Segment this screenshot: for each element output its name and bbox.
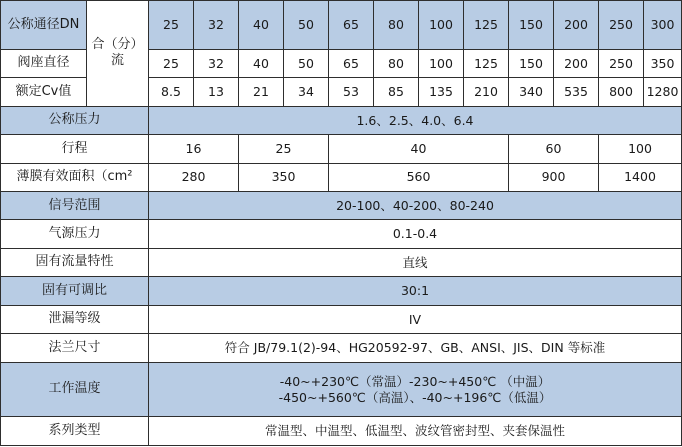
stroke-value: 25 xyxy=(239,135,329,163)
dn-value: 80 xyxy=(374,1,419,50)
dn-value: 125 xyxy=(464,1,509,50)
seat-value: 125 xyxy=(464,49,509,77)
area-value: 900 xyxy=(509,163,599,191)
row-nominal-pressure xyxy=(1,106,682,134)
label-nominal-pressure: 公称压力 xyxy=(1,106,149,134)
row-leakage-class xyxy=(1,305,682,333)
row-signal-range xyxy=(1,191,682,219)
cv-value: 53 xyxy=(329,78,374,106)
seat-value: 250 xyxy=(599,49,644,77)
label-operating-temperature: 工作温度 xyxy=(1,362,149,417)
seat-value: 80 xyxy=(374,49,419,77)
label-signal-range: 信号范围 xyxy=(1,191,149,219)
air-pressure-value: 0.1-0.4 xyxy=(149,220,682,248)
row-flow-characteristic xyxy=(1,248,682,276)
seat-value: 200 xyxy=(554,49,599,77)
seat-value: 150 xyxy=(509,49,554,77)
label-flange-size: 法兰尺寸 xyxy=(1,334,149,362)
label-seat-diameter: 阀座直径 xyxy=(1,49,87,77)
cv-value: 85 xyxy=(374,78,419,106)
flow-characteristic-value: 直线 xyxy=(149,248,682,276)
area-value: 280 xyxy=(149,163,239,191)
row-air-pressure xyxy=(1,220,682,248)
label-flow-characteristic: 固有流量特性 xyxy=(1,248,149,276)
area-value: 1400 xyxy=(599,163,682,191)
seat-value: 350 xyxy=(644,49,682,77)
dn-value: 250 xyxy=(599,1,644,50)
signal-range-value: 20-100、40-200、80-240 xyxy=(149,191,682,219)
row-rangeability xyxy=(1,277,682,305)
nominal-pressure-value: 1.6、2.5、4.0、6.4 xyxy=(149,106,682,134)
row-diaphragm-area xyxy=(1,163,682,191)
row-nominal-diameter xyxy=(1,1,682,50)
seat-value: 50 xyxy=(284,49,329,77)
area-value: 350 xyxy=(239,163,329,191)
label-diaphragm-area: 薄膜有效面积（cm² xyxy=(1,163,149,191)
label-sub-unit: 合（分）流 xyxy=(87,1,149,107)
series-type-value: 常温型、中温型、低温型、波纹管密封型、夹套保温性 xyxy=(149,417,682,446)
seat-value: 40 xyxy=(239,49,284,77)
row-series-type xyxy=(1,417,682,446)
label-stroke: 行程 xyxy=(1,135,149,163)
label-leakage-class: 泄漏等级 xyxy=(1,305,149,333)
flange-size-value: 符合 JB/79.1(2)-94、HG20592-97、GB、ANSI、JIS、DIN 等标准 xyxy=(149,334,682,362)
label-series-type: 系列类型 xyxy=(1,417,149,446)
row-operating-temperature xyxy=(1,362,682,417)
dn-value: 300 xyxy=(644,1,682,50)
dn-value: 40 xyxy=(239,1,284,50)
rangeability-value: 30:1 xyxy=(149,277,682,305)
cv-value: 1280 xyxy=(644,78,682,106)
cv-value: 535 xyxy=(554,78,599,106)
dn-value: 32 xyxy=(194,1,239,50)
cv-value: 135 xyxy=(419,78,464,106)
stroke-value: 16 xyxy=(149,135,239,163)
stroke-value: 100 xyxy=(599,135,682,163)
row-stroke xyxy=(1,135,682,163)
label-air-pressure: 气源压力 xyxy=(1,220,149,248)
cv-value: 8.5 xyxy=(149,78,194,106)
dn-value: 25 xyxy=(149,1,194,50)
label-rated-cv: 额定Cv值 xyxy=(1,78,87,106)
row-flange-size xyxy=(1,334,682,362)
cv-value: 340 xyxy=(509,78,554,106)
seat-value: 100 xyxy=(419,49,464,77)
seat-value: 25 xyxy=(149,49,194,77)
dn-value: 100 xyxy=(419,1,464,50)
cv-value: 13 xyxy=(194,78,239,106)
cv-value: 210 xyxy=(464,78,509,106)
temperature-line-1: -40~+230℃（常温）-230~+450℃ （中温） xyxy=(279,373,551,389)
seat-value: 32 xyxy=(194,49,239,77)
cv-value: 21 xyxy=(239,78,284,106)
temperature-line-2: -450~+560℃（高温）、-40~+196℃（低温） xyxy=(278,389,552,405)
cv-value: 800 xyxy=(599,78,644,106)
dn-value: 200 xyxy=(554,1,599,50)
leakage-class-value: IV xyxy=(149,305,682,333)
seat-value: 65 xyxy=(329,49,374,77)
area-value: 560 xyxy=(329,163,509,191)
dn-value: 50 xyxy=(284,1,329,50)
dn-value: 150 xyxy=(509,1,554,50)
cv-value: 34 xyxy=(284,78,329,106)
dn-value: 65 xyxy=(329,1,374,50)
stroke-value: 60 xyxy=(509,135,599,163)
label-nominal-diameter: 公称通径DN xyxy=(1,1,87,50)
stroke-value: 40 xyxy=(329,135,509,163)
label-rangeability: 固有可调比 xyxy=(1,277,149,305)
operating-temperature-value xyxy=(149,362,682,417)
